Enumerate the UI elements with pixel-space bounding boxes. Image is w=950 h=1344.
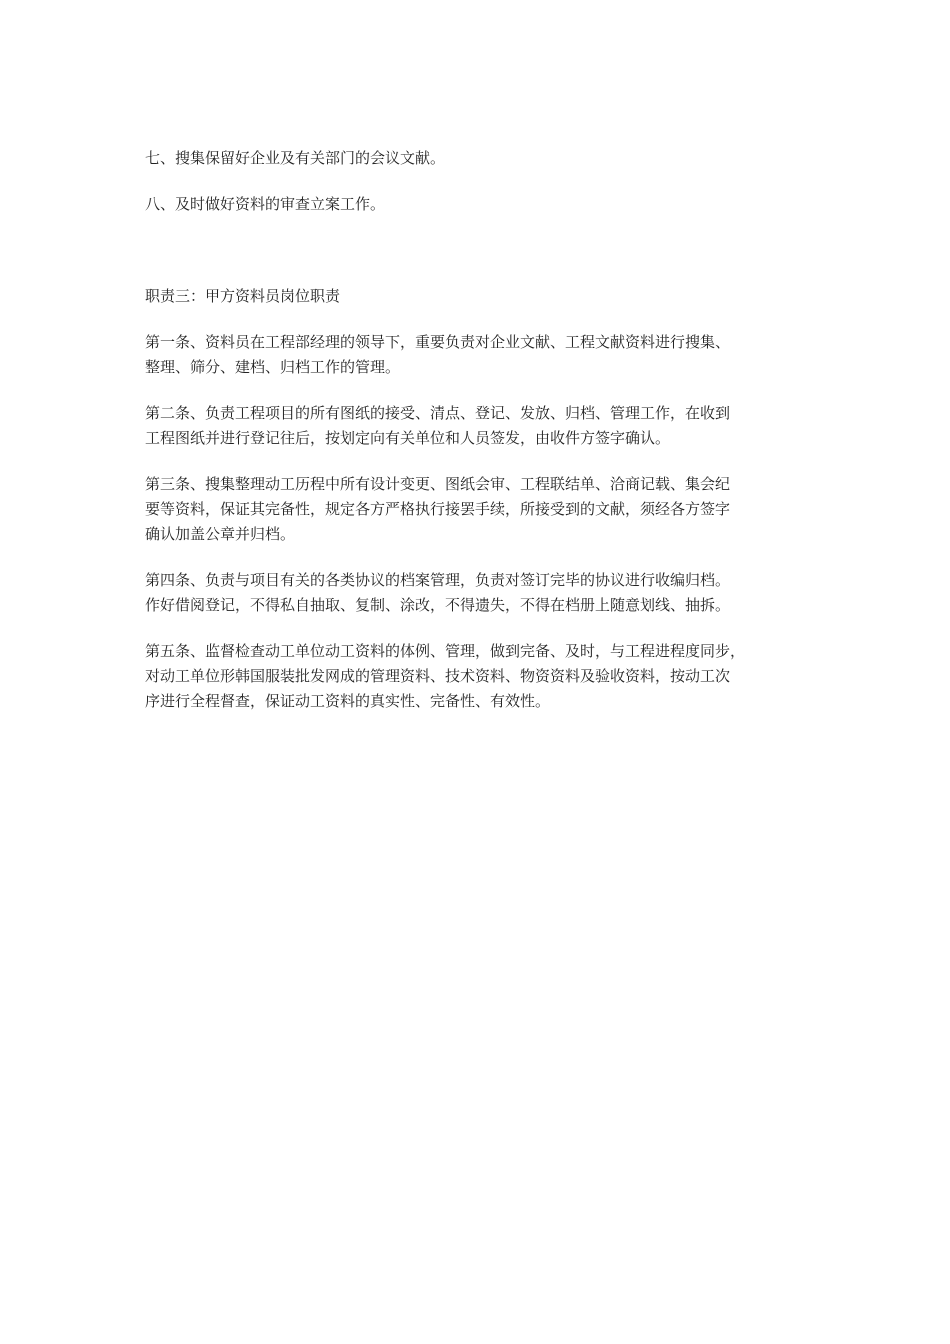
paragraph-line: 确认加盖公章并归档。 bbox=[145, 525, 296, 543]
paragraph-line: 整理、筛分、建档、归档工作的管理。 bbox=[145, 358, 401, 376]
section-title bbox=[145, 284, 810, 309]
section-title-text: 职责三：甲方资料员岗位职责 bbox=[145, 287, 341, 305]
paragraph-line: 八、及时做好资料的审查立案工作。 bbox=[145, 195, 386, 213]
paragraph-line: 对动工单位形韩国服装批发网成的管理资料、技术资料、物资资料及验收资料，按动工次 bbox=[145, 667, 731, 685]
paragraph-line: 要等资料，保证其完备性，规定各方严格执行接罢手续，所接受到的文献，须经各方签字 bbox=[145, 500, 731, 518]
paragraph-line: 第三条、搜集整理动工历程中所有设计变更、图纸会审、工程联结单、洽商记载、集会纪 bbox=[145, 475, 731, 493]
article-2 bbox=[145, 401, 810, 451]
paragraph-item-8 bbox=[145, 192, 810, 217]
section-spacer bbox=[145, 238, 810, 284]
article-1 bbox=[145, 330, 810, 380]
paragraph-line: 第四条、负责与项目有关的各类协议的档案管理，负责对签订完毕的协议进行收编归档。 bbox=[145, 571, 731, 589]
paragraph-line: 第五条、监督检查动工单位动工资料的体例、管理，做到完备、及时，与工程进程度同步， bbox=[145, 642, 746, 660]
article-4 bbox=[145, 568, 810, 618]
paragraph-line: 第二条、负责工程项目的所有图纸的接受、清点、登记、发放、归档、管理工作，在收到 bbox=[145, 404, 731, 422]
paragraph-line: 七、搜集保留好企业及有关部门的会议文献。 bbox=[145, 149, 446, 167]
paragraph-line: 工程图纸并进行登记往后，按划定向有关单位和人员签发，由收件方签字确认。 bbox=[145, 429, 671, 447]
paragraph-item-7 bbox=[145, 146, 810, 171]
paragraph-line: 作好借阅登记，不得私自抽取、复制、涂改，不得遗失，不得在档册上随意划线、抽拆。 bbox=[145, 596, 731, 614]
paragraph-line: 第一条、资料员在工程部经理的领导下，重要负责对企业文献、工程文献资料进行搜集、 bbox=[145, 333, 731, 351]
article-5 bbox=[145, 639, 810, 714]
paragraph-line: 序进行全程督查，保证动工资料的真实性、完备性、有效性。 bbox=[145, 692, 551, 710]
article-3 bbox=[145, 472, 810, 547]
document-body bbox=[145, 146, 810, 735]
